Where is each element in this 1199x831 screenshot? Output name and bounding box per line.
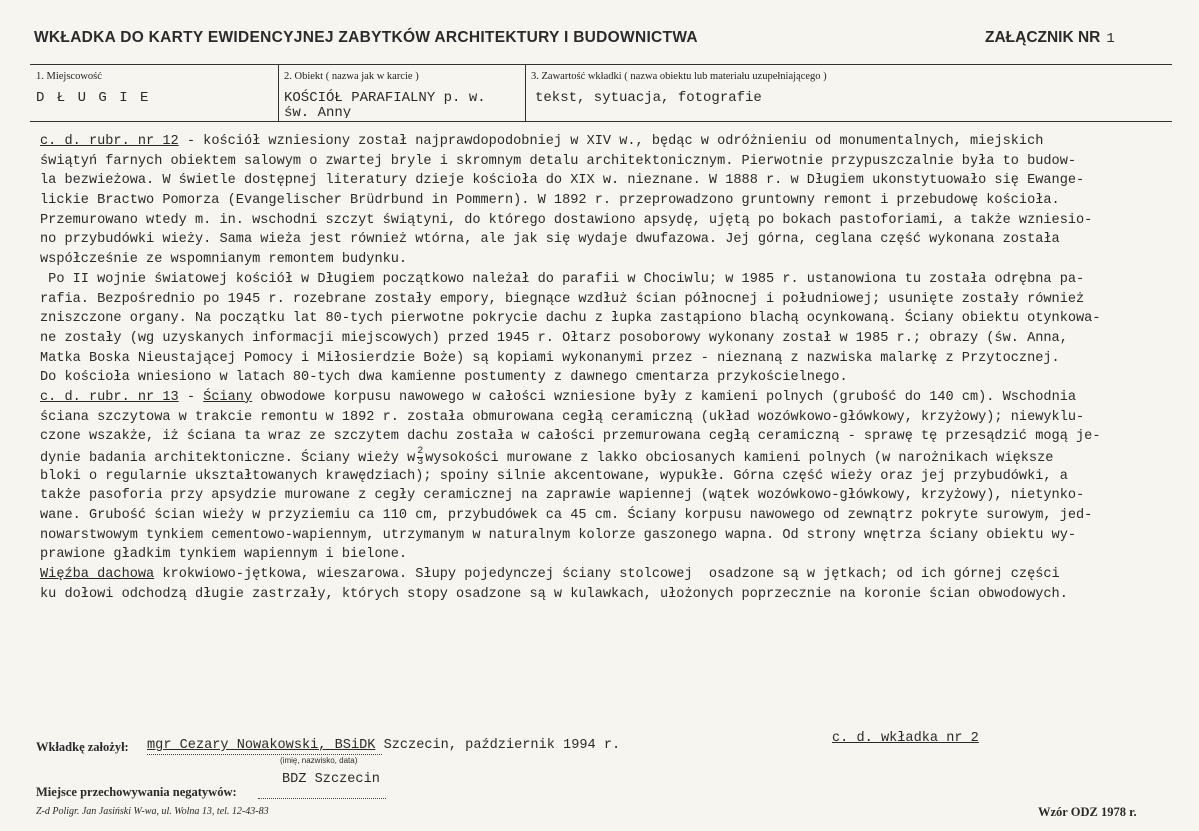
form-code: Wzór ODZ 1978 r. xyxy=(1038,805,1137,819)
body-text: obwodowe korpusu nawowego w całości wzniesione były z kamieni polnych (grubość do 140 cm). Wschodnia xyxy=(252,389,1077,405)
created-by-hint: (imię, nazwisko, data) xyxy=(280,756,358,765)
fraction xyxy=(417,447,423,468)
body-text: krokwiowo-jętkowa, wieszarowa. Słupy pojedynczej ściany stolcowej osadzone są w jętkach; od ich górnej części xyxy=(154,567,1060,583)
negatives-location-label: Miejsce przechowywania negatywów: xyxy=(36,785,237,799)
body-line: wane. Grubość ścian wieży w przyziemiu ca 110 cm, przybudówek ca 45 cm. Ściany korpusu nawowego od zewnątrz pokryte surowym, jed- xyxy=(40,508,1093,524)
created-by-dotted-line xyxy=(147,754,382,755)
contents-value: tekst, sytuacja, fotografie xyxy=(535,90,762,106)
body-text: dynie badania architektoniczne. Ściany wieży w xyxy=(40,451,416,467)
attachment-label-text: ZAŁĄCZNIK NR xyxy=(985,29,1101,46)
body-line: Do kościoła wniesiono w latach 80-tych dwa kamienne postumenty z dawnego cmentarza przykościelnego. xyxy=(40,370,848,386)
body-line: bloki o regularnie ukształtowanych krawędziach); spoiny silnie akcentowane, wypukłe. Górna część wieży oraz jej przybudówki, a xyxy=(40,468,1068,484)
body-line: no przybudówki wieży. Sama wieża jest również wtórna, ale jak się wydaje dwufazowa. Jej górna, ceglana część wykonana została xyxy=(40,232,1060,248)
body-line: lickie Bractwo Pomorza (Evangelischer Brüdrbund in Pommern). W 1892 r. przeprowadzono gruntowny remont i przebudowę kościoła. xyxy=(40,193,1060,209)
body-line: świątyń farnych obiektem salowym o zwartej bryle i skromnym detalu architektonicznym. Pierwotnie przypuszczalnie była to budow- xyxy=(40,153,1077,169)
fields-rule xyxy=(30,121,1172,122)
body-line: zniszczone organy. Na początku lat 80-tych pierwotne pokrycie dachu z łupka zastąpiono blachą ocynkowaną. Ściany obiektu otynkowa- xyxy=(40,311,1101,327)
subsection-title: Ściany xyxy=(203,389,253,405)
field-divider-1 xyxy=(278,64,279,121)
body-line: prawione gładkim tynkiem wapiennym i bielone. xyxy=(40,547,408,563)
top-rule xyxy=(30,64,1172,65)
field-divider-2 xyxy=(525,64,526,121)
negatives-dotted-line xyxy=(258,798,386,799)
attachment-number: 1 xyxy=(1106,31,1115,47)
object-value-line1: KOŚCIÓŁ PARAFIALNY p. w. xyxy=(284,90,486,106)
negatives-location-value: BDZ Szczecin xyxy=(282,772,380,787)
body-line: Przemurowano wtedy m. in. wschodni szczyt świątyni, do którego dostawiono apsydę, ujętą po bokach pastoforiami, a także wzniesio- xyxy=(40,212,1093,228)
attachment-label xyxy=(985,29,1115,47)
body-line xyxy=(40,388,1175,408)
body-line xyxy=(40,565,1175,585)
author-name: mgr Cezary Nowakowski, BSiDK xyxy=(147,738,376,753)
body-line: czone wszakże, iż ściana ta wraz ze szczytem dachu została w całości przemurowana cegłą ceramiczną - sprawę tę przesądzić mogą je- xyxy=(40,429,1101,445)
body-line xyxy=(40,447,1175,467)
section-ref: c. d. rubr. nr 12 xyxy=(40,134,179,149)
created-by-value xyxy=(147,738,620,753)
typed-body xyxy=(40,132,1175,605)
fraction-numerator: 2 xyxy=(417,446,424,457)
object-value-line2: św. Anny xyxy=(284,105,352,118)
body-line: Po II wojnie światowej kościół w Długiem początkowo należał do parafii w Chociwlu; w 1985 r. ustanowiona tu została odrębna pa- xyxy=(40,271,1085,287)
body-text: wysokości murowane z lakko obciosanych kamieni polnych (w narożnikach większe xyxy=(425,451,1054,467)
fraction-denominator: 3 xyxy=(417,457,424,468)
form-title: WKŁADKA DO KARTY EWIDENCYJNEJ ZABYTKÓW ARCHITEKTURY I BUDOWNICTWA xyxy=(34,29,698,46)
body-line: la bezwieżowa. W świetle dostępnej literatury dzieje kościoła do XIX w. nieznane. W 1888 r. w Długiem ukonstytuowało się Ewange- xyxy=(40,173,1085,189)
body-line: ku dołowi odchodzą długie zastrzały, których stopy osadzone są w kulawkach, ułożonych poprzecznie na koronie ścian obwodowych. xyxy=(40,586,1068,602)
created-by-label: Wkładkę założył: xyxy=(36,740,129,754)
body-line: Matka Boska Nieustającej Pomocy i Miłosierdzie Boże) są kopiami wykonanymi przez - nieznaną z nazwiska malarkę z Przytocznej. xyxy=(40,350,1060,366)
body-line: nowarstwowym tynkiem cementowo-wapiennym, utrzymanym w naturalnym kolorze gaszonego wapna. Od strony wnętrza ściany obiektu wy- xyxy=(40,527,1077,543)
printer-imprint: Z-d Poligr. Jan Jasiński W-wa, ul. Wolna 13, tel. 12-43-83 xyxy=(36,806,269,817)
locality-value: D Ł U G I E xyxy=(36,90,151,106)
body-line: także pasoforia przy apsydzie murowane z cegły ceramicznej na zaprawie wapiennej (wątek wozówkowo-główkowy, krzyżowy), nietynko- xyxy=(40,488,1085,504)
object-label: 2. Obiekt ( nazwa jak w karcie ) xyxy=(284,71,419,82)
body-line: ściana szczytowa w trakcie remontu w 1892 r. została obmurowana cegłą ceramiczną (układ wozówkowo-główkowy, krzyżowy); niewyklu- xyxy=(40,409,1085,425)
author-place-date: Szczecin, październik 1994 r. xyxy=(375,738,621,753)
subsection-title: Więźba dachowa xyxy=(40,567,155,583)
locality-label: 1. Miejscowość xyxy=(36,71,102,82)
continuation-note: c. d. wkładka nr 2 xyxy=(832,731,979,746)
body-text: - xyxy=(178,389,204,405)
body-line: rafia. Bezpośrednio po 1945 r. rozebrane zostały empory, biegnące wzdłuż ścian północnej i południowej; usunięte zostały również xyxy=(40,291,1085,307)
body-line: współcześnie ze wspomnianym remontem budynku. xyxy=(40,252,408,268)
contents-label: 3. Zawartość wkładki ( nazwa obiektu lub materiału uzupełniającego ) xyxy=(531,71,827,82)
body-text: - kościół wzniesiony został najprawdopodobniej w XIV w., będąc w odróżnieniu od monumentalnych, miejskich xyxy=(178,134,1044,149)
body-line: ne zostały (wg uzyskanych informacji miejscowych) przed 1945 r. Ołtarz posoborowy wykonany został w 1985 r.; obrazy (św. Anna, xyxy=(40,330,1068,346)
body-line xyxy=(40,132,1175,152)
section-ref: c. d. rubr. nr 13 xyxy=(40,389,179,405)
